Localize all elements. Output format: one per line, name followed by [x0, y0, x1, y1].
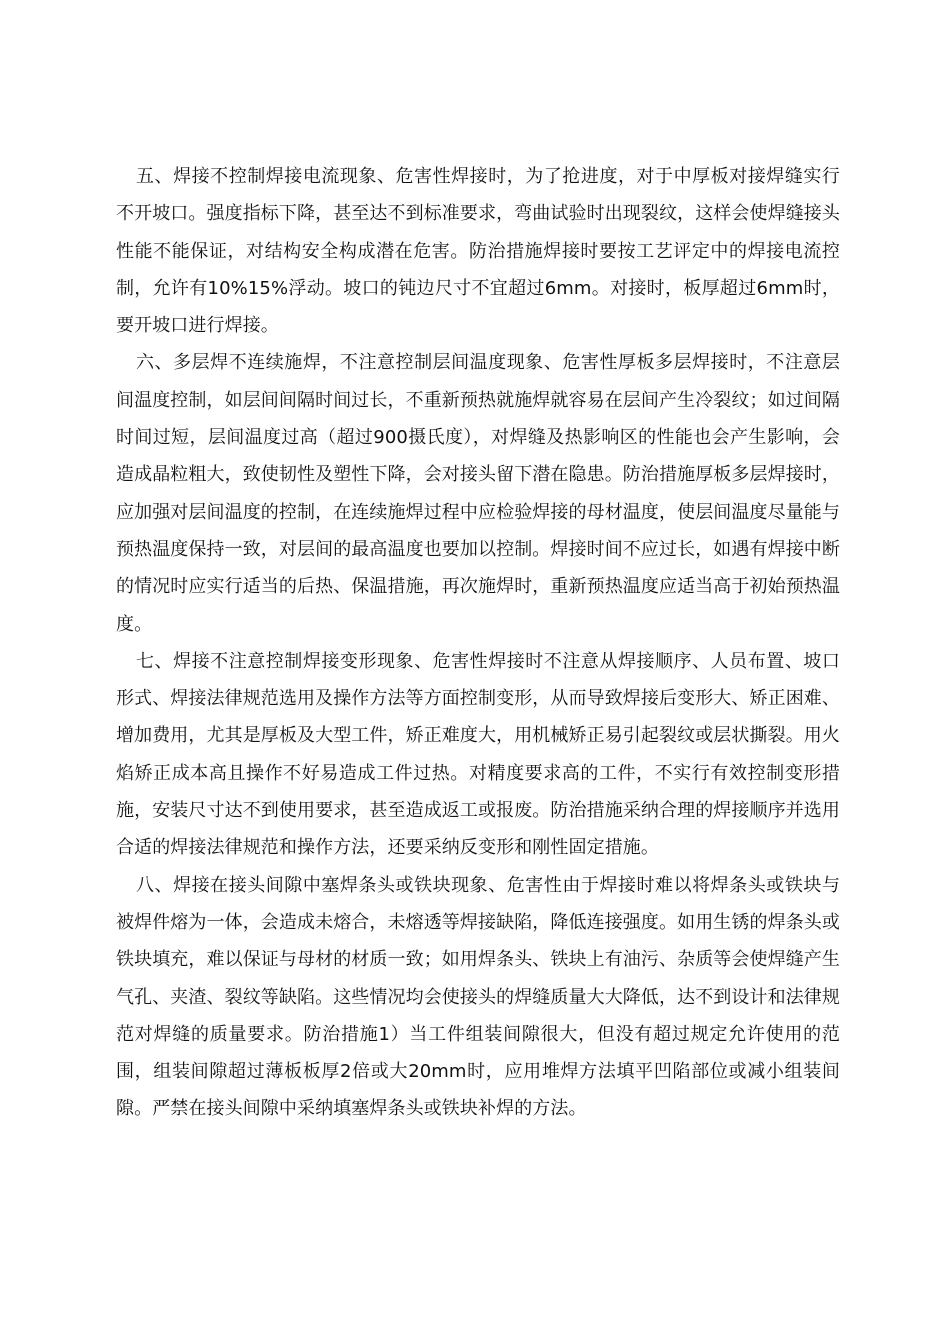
- paragraph-joint-gap-filling: 八、焊接在接头间隙中塞焊条头或铁块现象、危害性由于焊接时难以将焊条头或铁块与被焊件熔为一体，会造成未熔合，未熔透等焊接缺陷，降低连接强度。如用生锈的焊条头或铁块填充，难以保证与母材的材质一致；如用焊条头、铁块上有油污、杂质等会使焊缝产生气孔、夹渣、裂纹等缺陷。这些情况均会使接头的焊缝质量大大降低，达不到设计和法律规范对焊缝的质量要求。防治措施1）当工件组装间隙很大，但没有超过规定允许使用的范围，组装间隙超过薄板板厚2倍或大20mm时，应用堆焊方法填平凹陷部位或减小组装间隙。严禁在接头间隙中采纳填塞焊条头或铁块补焊的方法。: [116, 874, 840, 1120]
- paragraph-welding-deformation: 七、焊接不注意控制焊接变形现象、危害性焊接时不注意从焊接顺序、人员布置、坡口形式、焊接法律规范选用及操作方法等方面控制变形，从而导致焊接后变形大、矫正困难、增加费用，尤其是厚板及大型工件，矫正难度大，用机械矫正易引起裂纹或层状撕裂。用火焰矫正成本高且操作不好易造成工件过热。对精度要求高的工件，不实行有效控制变形措施，安装尺寸达不到使用要求，甚至造成返工或报废。防治措施采纳合理的焊接顺序并选用合适的焊接法律规范和操作方法，还要采纳反变形和刚性固定措施。: [116, 650, 840, 859]
- paragraph-multilayer-welding: 六、多层焊不连续施焊，不注意控制层间温度现象、危害性厚板多层焊接时，不注意层间温度控制，如层间间隔时间过长，不重新预热就施焊就容易在层间产生冷裂纹；如过间隔时间过短，层间温度过高（超过900摄氏度），对焊缝及热影响区的性能也会产生影响，会造成晶粒粗大，致使韧性及塑性下降，会对接头留下潜在隐患。防治措施厚板多层焊接时，应加强对层间温度的控制，在连续施焊过程中应检验焊接的母材温度，使层间温度尽量能与预热温度保持一致，对层间的最高温度也要加以控制。焊接时间不应过长，如遇有焊接中断的情况时应实行适当的后热、保温措施，再次施焊时，重新预热温度应适当高于初始预热温度。: [116, 352, 840, 635]
- paragraph-welding-current: 五、焊接不控制焊接电流现象、危害性焊接时，为了抢进度，对于中厚板对接焊缝实行不开坡口。强度指标下降，甚至达不到标准要求，弯曲试验时出现裂纹，这样会使焊缝接头性能不能保证，对结构安全构成潜在危害。防治措施焊接时要按工艺评定中的焊接电流控制，允许有10%15%浮动。坡口的钝边尺寸不宜超过6mm。对接时，板厚超过6mm时，要开坡口进行焊接。: [116, 166, 840, 337]
- document-body: [116, 158, 840, 1128]
